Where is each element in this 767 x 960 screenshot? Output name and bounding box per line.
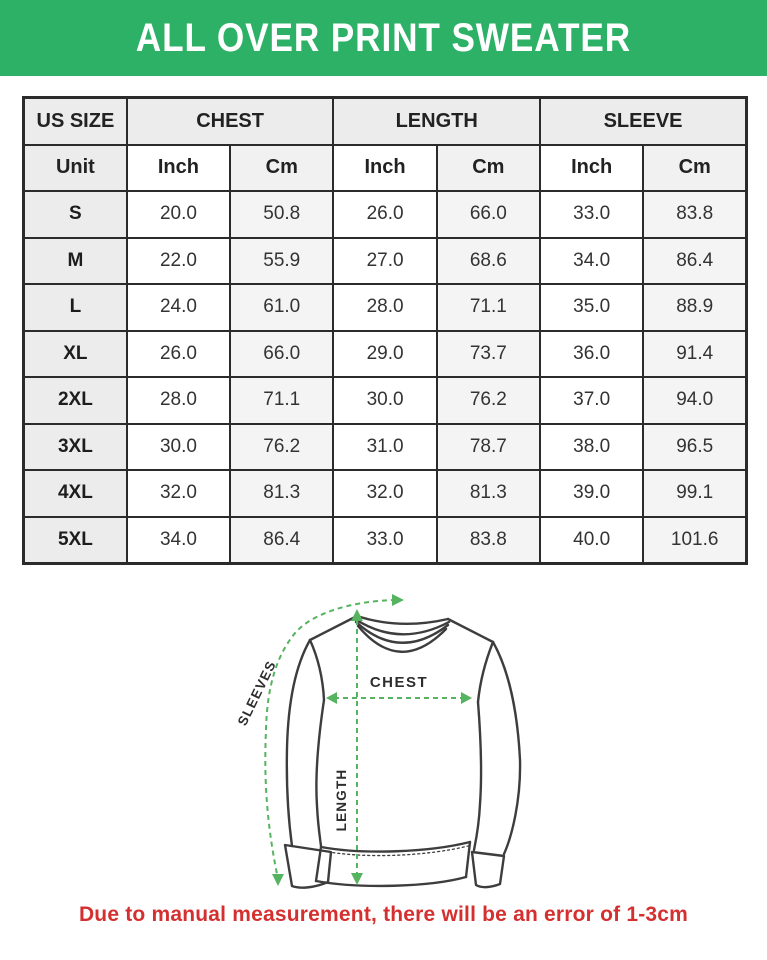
- measurement-cell: 26.0: [333, 191, 436, 238]
- size-label: 4XL: [24, 470, 127, 517]
- measurement-cell: 38.0: [540, 424, 643, 471]
- size-label: L: [24, 284, 127, 331]
- chest-arrow-right: [461, 692, 472, 704]
- sleeve-arrow-top: [392, 594, 404, 606]
- table-row: [24, 470, 747, 517]
- measurement-cell: 28.0: [127, 377, 230, 424]
- measurement-cell: 83.8: [643, 191, 746, 238]
- size-label: XL: [24, 331, 127, 378]
- right-armhole-seam: [478, 642, 493, 702]
- table-row: [24, 284, 747, 331]
- table-row: [24, 331, 747, 378]
- measurement-cell: 61.0: [230, 284, 333, 331]
- measurement-cell: 71.1: [437, 284, 540, 331]
- measurement-cell: 96.5: [643, 424, 746, 471]
- measurement-cell: 55.9: [230, 238, 333, 285]
- measurement-cell: 81.3: [230, 470, 333, 517]
- table-row: [24, 238, 747, 285]
- sweater-measurement-diagram: [0, 588, 767, 918]
- hem-right-edge: [466, 842, 470, 877]
- sleeve-measure-line: [265, 600, 396, 874]
- table-row: [24, 377, 747, 424]
- group-header-row: [24, 98, 747, 145]
- left-armhole-seam: [310, 640, 324, 700]
- measurement-cell: 94.0: [643, 377, 746, 424]
- measurement-cell: 99.1: [643, 470, 746, 517]
- unit-header-row: [24, 145, 747, 192]
- right-cuff: [472, 852, 504, 887]
- sleeves-label: SLEEVES: [234, 657, 280, 729]
- length-inch-header: Inch: [333, 145, 436, 192]
- measurement-cell: 73.7: [437, 331, 540, 378]
- measurement-cell: 32.0: [127, 470, 230, 517]
- measurement-cell: 71.1: [230, 377, 333, 424]
- size-label: S: [24, 191, 127, 238]
- measurement-cell: 30.0: [333, 377, 436, 424]
- measurement-cell: 34.0: [127, 517, 230, 564]
- measurement-cell: 29.0: [333, 331, 436, 378]
- measurement-cell: 66.0: [437, 191, 540, 238]
- measurement-cell: 86.4: [230, 517, 333, 564]
- table-row: [24, 517, 747, 564]
- measurement-cell: 32.0: [333, 470, 436, 517]
- left-sleeve-outer: [287, 640, 310, 846]
- length-arrow-top: [351, 609, 363, 621]
- size-label: 2XL: [24, 377, 127, 424]
- table-row: [24, 191, 747, 238]
- length-arrow-bottom: [351, 873, 363, 885]
- chest-header: CHEST: [127, 98, 334, 145]
- measurement-cell: 78.7: [437, 424, 540, 471]
- hem-left-edge: [316, 847, 321, 881]
- measurement-note: Due to manual measurement, there will be an error of 1-3cm: [78, 903, 689, 926]
- hem-bottom-edge: [316, 877, 466, 886]
- left-sleeve-inner: [316, 700, 324, 846]
- length-label: LENGTH: [334, 768, 349, 832]
- measurement-cell: 39.0: [540, 470, 643, 517]
- length-header: LENGTH: [333, 98, 540, 145]
- measurement-cell: 40.0: [540, 517, 643, 564]
- chest-label: CHEST: [369, 674, 429, 691]
- sleeve-cm-header: Cm: [643, 145, 746, 192]
- right-sleeve-outer: [493, 642, 520, 854]
- us-size-header: US SIZE: [24, 98, 127, 145]
- measurement-cell: 26.0: [127, 331, 230, 378]
- left-shoulder: [310, 616, 357, 640]
- measurement-cell: 81.3: [437, 470, 540, 517]
- measurement-cell: 24.0: [127, 284, 230, 331]
- length-cm-header: Cm: [437, 145, 540, 192]
- chest-cm-header: Cm: [230, 145, 333, 192]
- page-title: ALL OVER PRINT SWEATER: [135, 15, 632, 60]
- measurement-cell: 37.0: [540, 377, 643, 424]
- measurement-cell: 50.8: [230, 191, 333, 238]
- measurement-cell: 22.0: [127, 238, 230, 285]
- measurement-cell: 88.9: [643, 284, 746, 331]
- measurement-cell: 27.0: [333, 238, 436, 285]
- chest-arrow-left: [326, 692, 337, 704]
- measurement-cell: 66.0: [230, 331, 333, 378]
- measurement-cell: 33.0: [333, 517, 436, 564]
- sleeve-arrow-bottom: [272, 874, 284, 886]
- measurement-cell: 31.0: [333, 424, 436, 471]
- sweater-outline: [285, 616, 520, 888]
- measurement-cell: 28.0: [333, 284, 436, 331]
- title-banner: [0, 0, 767, 76]
- measurement-cell: 34.0: [540, 238, 643, 285]
- measurement-cell: 68.6: [437, 238, 540, 285]
- chest-inch-header: Inch: [127, 145, 230, 192]
- measurement-cell: 35.0: [540, 284, 643, 331]
- measurement-cell: 91.4: [643, 331, 746, 378]
- measurement-cell: 83.8: [437, 517, 540, 564]
- measurement-cell: 76.2: [437, 377, 540, 424]
- size-label: M: [24, 238, 127, 285]
- measurement-cell: 101.6: [643, 517, 746, 564]
- measurement-cell: 86.4: [643, 238, 746, 285]
- measurement-cell: 36.0: [540, 331, 643, 378]
- right-sleeve-inner: [474, 702, 481, 850]
- right-shoulder: [448, 619, 493, 642]
- size-chart-table: [22, 96, 748, 565]
- measurement-cell: 20.0: [127, 191, 230, 238]
- measurement-cell: 33.0: [540, 191, 643, 238]
- collar-neckline: [357, 616, 448, 624]
- sleeve-header: SLEEVE: [540, 98, 747, 145]
- size-label: 3XL: [24, 424, 127, 471]
- unit-label: Unit: [24, 145, 127, 192]
- measurement-cell: 30.0: [127, 424, 230, 471]
- size-label: 5XL: [24, 517, 127, 564]
- table-row: [24, 424, 747, 471]
- sleeve-inch-header: Inch: [540, 145, 643, 192]
- measurement-cell: 76.2: [230, 424, 333, 471]
